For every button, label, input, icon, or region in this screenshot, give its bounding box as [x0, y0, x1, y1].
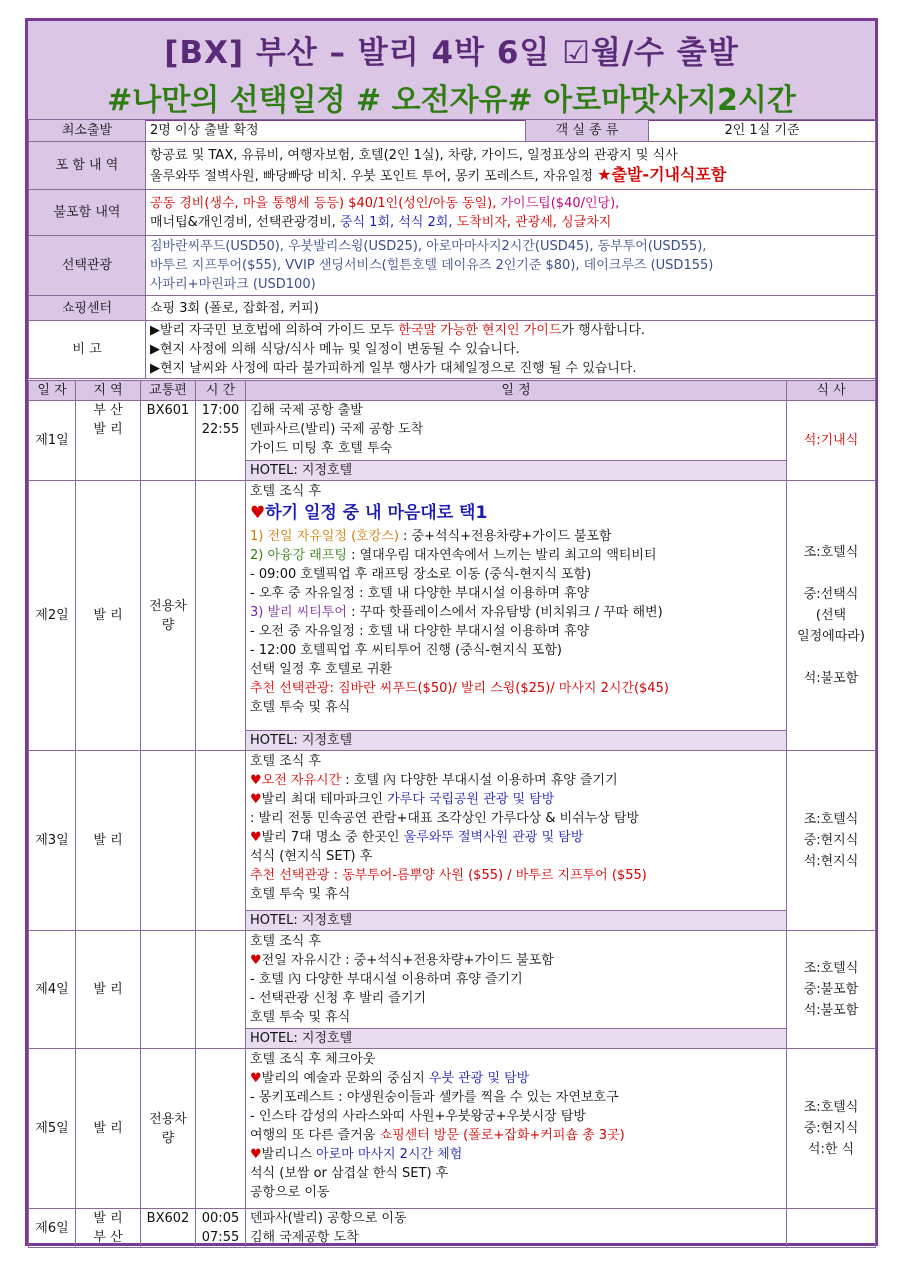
day2-option-3-line-b: - 12:00 호텔픽업 후 씨티투어 진행 (중식-현지식 포함)	[250, 643, 562, 658]
day4-time	[196, 931, 246, 1049]
day4-meal-dinner: 석:불포함	[803, 1003, 859, 1018]
day1-region	[76, 401, 141, 481]
day4-itinerary	[246, 931, 787, 1029]
optional-tours-row	[29, 236, 876, 296]
heart-icon: ♥	[250, 1147, 262, 1162]
day4-line-3: - 호텔 內 다양한 부대시설 이용하며 휴양 즐기기	[250, 972, 523, 987]
room-type-label: 객 실 종 류	[526, 120, 649, 142]
day2-hotel: HOTEL: 지정호텔	[246, 731, 787, 751]
optional-tours-line-2: 바투르 지프투어($55), VVIP 샌딩서비스(힐튼호텔 데이유즈 2인기준 $80), 데이크루즈 (USD155)	[150, 258, 714, 273]
day4-region: 발 리	[76, 931, 141, 1049]
excluded-row	[29, 190, 876, 236]
day3-meal-lunch: 중:현지식	[803, 833, 859, 848]
day1-times	[196, 401, 246, 481]
day6-meal	[787, 1209, 876, 1248]
day3-meal	[787, 751, 876, 931]
included-line-2: 울루와뚜 절벽사원, 빠당빠당 비치. 우붓 포인트 투어, 몽키 포레스트, 자유일정	[150, 168, 594, 184]
day1-line-2: 덴파사르(발리) 국제 공항 도착	[250, 422, 424, 437]
day3-garuda-intro: 발리 최대 테마파크인	[261, 792, 388, 807]
day5-shopping-intro: 여행의 또 다른 즐거움	[250, 1128, 380, 1143]
day1-row	[29, 401, 876, 461]
day2-option-1-desc: : 중+석식+전용차량+가이드 불포함	[398, 529, 612, 544]
day5-ubud-intro: 발리의 예술과 문화의 중심지	[261, 1071, 429, 1086]
notes-value	[146, 321, 876, 379]
day3-rest: 호텔 투숙 및 휴식	[250, 887, 351, 902]
shopping-value: 쇼핑 3회 (폴로, 잡화점, 커피)	[146, 296, 876, 321]
day5-dinner: 석식 (보쌈 or 삼겹살 한식 SET) 후	[250, 1166, 449, 1181]
day2-option-2-line-a: - 09:00 호텔픽업 후 래프팅 장소로 이동 (중식-현지식 포함)	[250, 567, 592, 582]
day3-time	[196, 751, 246, 931]
optional-tours-label: 선택관광	[29, 236, 146, 296]
day3-uluwatu: 울루와뚜 절벽사원 관광 및 탐방	[403, 830, 584, 845]
day4-meal-breakfast: 조:호텔식	[803, 961, 859, 976]
day1-line-1: 김해 국제 공항 출발	[250, 403, 363, 418]
day2-choice-heading: 하기 일정 중 내 마음대로 택1	[265, 503, 488, 523]
day2-return: 선택 일정 후 호텔로 귀환	[250, 662, 393, 677]
day1-time-depart: 17:00	[201, 403, 240, 418]
day3-garuda-desc: : 발리 전통 민속공연 관람+대표 조각상인 가루다상 & 비쉬누상 탐방	[250, 811, 640, 826]
day1-hotel: HOTEL: 지정호텔	[246, 461, 787, 481]
day6-times	[196, 1209, 246, 1248]
shopping-row	[29, 296, 876, 321]
included-highlight: ★출발-기내식포함	[597, 164, 727, 184]
col-meal: 식 사	[787, 381, 876, 401]
heart-icon: ♥	[250, 1071, 262, 1086]
day1-line-3: 가이드 미팅 후 호텔 투숙	[250, 441, 393, 456]
day5-ubud: 우붓 관광 및 탐방	[428, 1071, 530, 1086]
itinerary-table	[28, 380, 876, 1248]
day6-itinerary	[246, 1209, 787, 1248]
day5-transport: 전용차량	[141, 1049, 196, 1209]
shopping-label: 쇼핑센터	[29, 296, 146, 321]
day3-region: 발 리	[76, 751, 141, 931]
day1-label: 제1일	[29, 401, 76, 481]
col-date: 일 자	[29, 381, 76, 401]
day2-meal-note-b: 일정에따라)	[797, 629, 865, 644]
day1-meal: 석:기내식	[787, 401, 876, 481]
column-header-row	[29, 381, 876, 401]
info-table	[28, 119, 876, 379]
excluded-meals: 중식 1회, 석식 2회,	[339, 214, 453, 230]
min-departure-value: 2명 이상 출발 확정	[146, 120, 526, 142]
day3-recommended: 추천 선택관광 : 동부투어-름뿌양 사원 ($55) / 바투르 지프투어 ($55)	[250, 868, 647, 883]
excluded-value	[146, 190, 876, 236]
day5-massage: 아로마 마사지 2시간 체험	[316, 1147, 463, 1162]
optional-tours-value	[146, 236, 876, 296]
day4-free-day: 전일 자유시간 : 중+석식+전용차량+가이드 불포함	[261, 953, 554, 968]
day3-line-1: 호텔 조식 후	[250, 754, 322, 769]
day2-option-1: 1) 전일 자유일정 (호캉스)	[250, 529, 399, 544]
note-2: ▶현지 사정에 의해 식당/식사 메뉴 및 일정이 변동될 수 있습니다.	[150, 342, 520, 357]
itinerary-document	[25, 18, 878, 1246]
day6-line-1: 덴파사(발리) 공항으로 이동	[250, 1211, 407, 1226]
day2-option-3: 3) 발리 씨티투어	[250, 605, 347, 620]
min-departure-label: 최소출발	[29, 120, 146, 142]
day6-flight: BX602	[141, 1209, 196, 1248]
day3-itinerary	[246, 751, 787, 911]
optional-tours-line-3: 사파리+마린파크 (USD100)	[150, 277, 316, 292]
day5-meal	[787, 1049, 876, 1209]
day5-meal-lunch: 중:현지식	[803, 1121, 859, 1136]
day1-region-to: 발 리	[93, 422, 123, 437]
document-header	[28, 21, 875, 121]
day3-garuda: 가루다 국립공원 관광 및 탐방	[387, 792, 555, 807]
day2-itinerary	[246, 481, 787, 731]
day4-line-4: - 선택관광 신청 후 발리 즐기기	[250, 991, 427, 1006]
day2-option-3-line-a: - 오전 중 자유일정 : 호텔 내 다양한 부대시설 이용하며 휴양	[250, 624, 590, 639]
day5-region: 발 리	[76, 1049, 141, 1209]
included-label: 포 함 내 역	[29, 142, 146, 190]
heart-icon: ♥	[250, 503, 266, 523]
day4-line-1: 호텔 조식 후	[250, 934, 322, 949]
day2-recommended: 추천 선택관광: 짐바란 씨푸드($50)/ 발리 스윙($25)/ 마사지 2시간($45)	[250, 681, 669, 696]
day6-row	[29, 1209, 876, 1248]
day2-option-2: 2) 아융강 래프팅	[250, 548, 347, 563]
day6-time-depart: 00:05	[201, 1211, 240, 1226]
day4-transport	[141, 931, 196, 1049]
day3-hotel: HOTEL: 지정호텔	[246, 911, 787, 931]
included-line-1: 항공료 및 TAX, 유류비, 여행자보험, 호텔(2인 1실), 차량, 가이드, 일정표상의 관광지 및 식사	[150, 147, 678, 163]
day2-transport: 전용차량	[141, 481, 196, 751]
day3-dinner: 석식 (현지식 SET) 후	[250, 849, 373, 864]
heart-icon: ♥	[250, 773, 262, 788]
day2-meal-breakfast: 조:호텔식	[803, 545, 859, 560]
note-3: ▶현지 날씨와 사정에 따라 불가피하게 일부 행사가 대체일정으로 진행 될 수 있습니다.	[150, 361, 637, 376]
heart-icon: ♥	[250, 792, 262, 807]
day5-airport: 공항으로 이동	[250, 1185, 330, 1200]
day6-label: 제6일	[29, 1209, 76, 1248]
day5-meal-breakfast: 조:호텔식	[803, 1100, 859, 1115]
day6-region-to: 부 산	[93, 1230, 123, 1245]
col-transport: 교통편	[141, 381, 196, 401]
page-subtitle: #나만의 선택일정 # 오전자유# 아로마맛사지2시간	[107, 83, 796, 118]
day2-rest: 호텔 투숙 및 휴식	[250, 700, 351, 715]
day2-meal-dinner: 석:불포함	[803, 671, 859, 686]
room-type-value: 2인 1실 기준	[649, 120, 876, 142]
note-1-c: 가 행사합니다.	[561, 323, 646, 338]
day2-meal-lunch: 중:선택식	[803, 587, 859, 602]
day5-massage-intro: 발리니스	[261, 1147, 317, 1162]
excluded-visa: 도착비자, 관광세, 싱글차지	[456, 214, 612, 230]
day4-row	[29, 931, 876, 1029]
page-title: [BX] 부산 – 발리 4박 6일 ☑월/수 출발	[164, 35, 739, 71]
day5-time	[196, 1049, 246, 1209]
note-1-a: ▶발리 자국민 보호법에 의하여 가이드 모두	[150, 323, 395, 338]
day2-region: 발 리	[76, 481, 141, 751]
day5-shopping: 쇼핑센터 방문 (폴로+잡화+커피숍 총 3곳)	[379, 1128, 625, 1143]
notes-label: 비 고	[29, 321, 146, 379]
col-itinerary: 일 정	[246, 381, 787, 401]
day6-region-from: 발 리	[93, 1211, 123, 1226]
included-value	[146, 142, 876, 190]
notes-row	[29, 321, 876, 379]
day4-label: 제4일	[29, 931, 76, 1049]
col-time: 시 간	[196, 381, 246, 401]
day6-time-arrive: 07:55	[201, 1230, 240, 1245]
day5-line-1: 호텔 조식 후 체크아웃	[250, 1052, 376, 1067]
day3-free-time-desc: : 호텔 內 다양한 부대시설 이용하며 휴양 즐기기	[341, 773, 618, 788]
day3-uluwatu-intro: 발리 7대 명소 중 한곳인	[261, 830, 404, 845]
day2-label: 제2일	[29, 481, 76, 751]
included-row	[29, 142, 876, 190]
excluded-guide-tip: 가이드팁($40/인당),	[500, 195, 620, 211]
day3-label: 제3일	[29, 751, 76, 931]
excluded-common-fee: 공동 경비(생수, 마을 통행세 등등) $40/1인(성인/아동 동일),	[150, 195, 497, 211]
day2-meal	[787, 481, 876, 751]
heart-icon: ♥	[250, 953, 262, 968]
day1-flight: BX601	[141, 401, 196, 481]
day3-meal-breakfast: 조:호텔식	[803, 812, 859, 827]
day2-time	[196, 481, 246, 751]
day5-temple: - 인스타 감성의 사라스와띠 사원+우붓왕궁+우붓시장 탐방	[250, 1109, 586, 1124]
day4-meal-lunch: 중:불포함	[803, 982, 859, 997]
day4-rest: 호텔 투숙 및 휴식	[250, 1010, 351, 1025]
note-1-highlight: 한국말 가능한 현지인 가이드	[398, 323, 562, 338]
day3-free-time: 오전 자유시간	[261, 773, 342, 788]
day5-itinerary	[246, 1049, 787, 1209]
day6-line-2: 김해 국제공항 도착	[250, 1230, 359, 1245]
day1-itinerary	[246, 401, 787, 461]
excluded-manner-tip: 매너팁&개인경비, 선택관광경비,	[150, 214, 336, 230]
day3-transport	[141, 751, 196, 931]
day3-meal-dinner: 석:현지식	[803, 854, 859, 869]
day2-option-3-desc: : 꾸따 핫플레이스에서 자유탐방 (비치워크 / 꾸따 해변)	[346, 605, 663, 620]
day2-option-2-line-b: - 오후 중 자유일정 : 호텔 내 다양한 부대시설 이용하며 휴양	[250, 586, 590, 601]
day2-option-2-desc: : 열대우림 대자연속에서 느끼는 발리 최고의 액티비티	[346, 548, 657, 563]
day4-meal	[787, 931, 876, 1049]
day1-region-from: 부 산	[93, 403, 123, 418]
day3-row	[29, 751, 876, 911]
optional-tours-line-1: 짐바란씨푸드(USD50), 우붓발리스윙(USD25), 아로마마사지2시간(USD45), 동부투어(USD55),	[150, 239, 707, 254]
day5-label: 제5일	[29, 1049, 76, 1209]
day6-region	[76, 1209, 141, 1248]
day5-row	[29, 1049, 876, 1209]
min-departure-row	[29, 120, 876, 142]
day2-line-1: 호텔 조식 후	[250, 484, 322, 499]
day1-time-arrive: 22:55	[201, 422, 240, 437]
day2-meal-note-a: (선택	[815, 608, 847, 623]
heart-icon: ♥	[250, 830, 262, 845]
day4-hotel: HOTEL: 지정호텔	[246, 1029, 787, 1049]
day5-monkey-forest: - 몽키포레스트 : 야생원숭이들과 셀카를 찍을 수 있는 자연보호구	[250, 1090, 619, 1105]
excluded-label: 불포함 내역	[29, 190, 146, 236]
day2-row	[29, 481, 876, 731]
col-region: 지 역	[76, 381, 141, 401]
day5-meal-dinner: 석:한 식	[807, 1142, 855, 1157]
